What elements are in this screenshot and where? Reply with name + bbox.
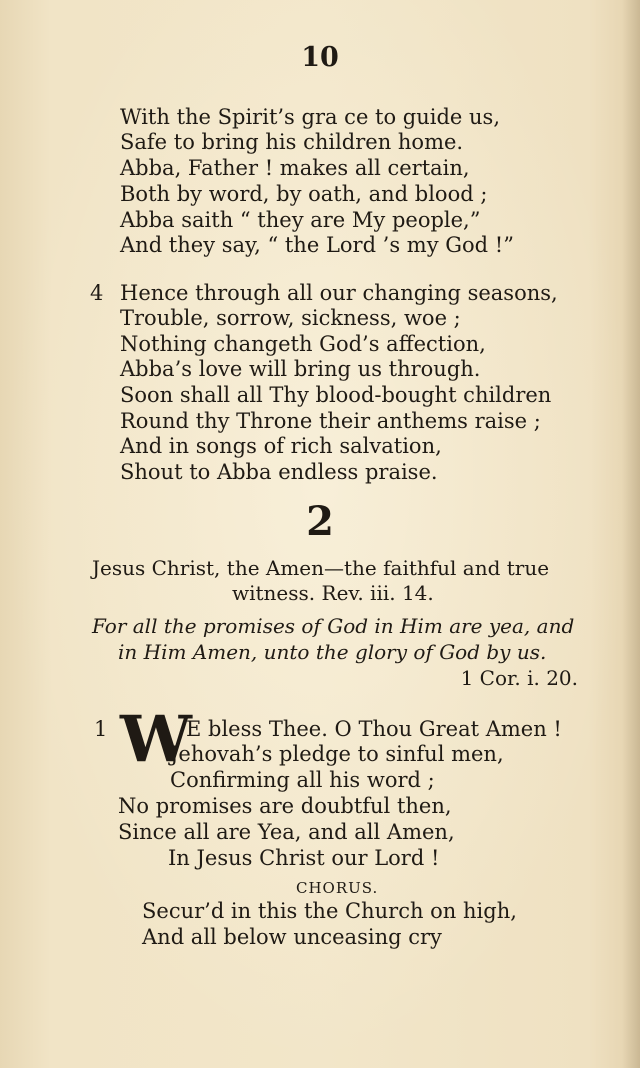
verse3-line-1: With the Spirit’s gra ce to guide us, <box>120 105 501 129</box>
verse1-line-2: Jehovah’s pledge to sinful men, <box>170 742 504 766</box>
epigraph-line-4: in Him Amen, unto the glory of God by us. <box>118 640 547 664</box>
verse4-number: 4 <box>90 281 104 305</box>
verse1-line-4: No promises are doubtful then, <box>118 794 452 818</box>
verse4-line-6: Round thy Throne their anthems raise ; <box>120 409 541 433</box>
verse4-line-7: And in songs of rich salvation, <box>120 434 442 458</box>
page-number: 10 <box>301 42 339 73</box>
verse4-line-5: Soon shall all Thy blood-bought children <box>120 383 552 407</box>
verse4-line-2: Trouble, sorrow, sickness, woe ; <box>120 306 461 330</box>
epigraph-line-1: Jesus Christ, the Amen—the faithful and true <box>92 556 550 580</box>
verse1-line-3: Confirming all his word ; <box>170 768 435 792</box>
drop-cap: W <box>120 702 192 777</box>
epigraph-line-2: witness. Rev. iii. 14. <box>232 581 434 605</box>
epigraph-reference: 1 Cor. i. 20. <box>460 666 578 690</box>
chorus-label: CHORUS. <box>296 879 379 897</box>
verse4-line-1: Hence through all our changing seasons, <box>120 281 558 305</box>
verse1-number: 1 <box>94 717 108 741</box>
verse3-line-2: Safe to bring his children home. <box>120 130 464 154</box>
verse3-line-6: And they say, “ the Lord ’s my God !” <box>120 233 514 257</box>
verse4-line-8: Shout to Abba endless praise. <box>120 460 438 484</box>
chorus-line-1: Secur’d in this the Church on high, <box>142 899 517 923</box>
verse3-line-3: Abba, Father ! makes all certain, <box>120 156 470 180</box>
chorus-line-2: And all below unceasing cry <box>142 925 442 949</box>
verse1-line-6: In Jesus Christ our Lord ! <box>168 846 440 870</box>
verse3-line-5: Abba saith “ they are My people,” <box>120 208 481 232</box>
epigraph-line-3: For all the promises of God in Him are yea, and <box>92 614 575 638</box>
verse4-line-4: Abba’s love will bring us through. <box>120 357 481 381</box>
verse1-line-5: Since all are Yea, and all Amen, <box>118 820 455 844</box>
verse3-line-4: Both by word, by oath, and blood ; <box>120 182 488 206</box>
verse1-line-1: E bless Thee. O Thou Great Amen ! <box>186 717 562 741</box>
verse4-line-3: Nothing changeth God’s affection, <box>120 332 486 356</box>
hymn-number: 2 <box>306 498 334 545</box>
